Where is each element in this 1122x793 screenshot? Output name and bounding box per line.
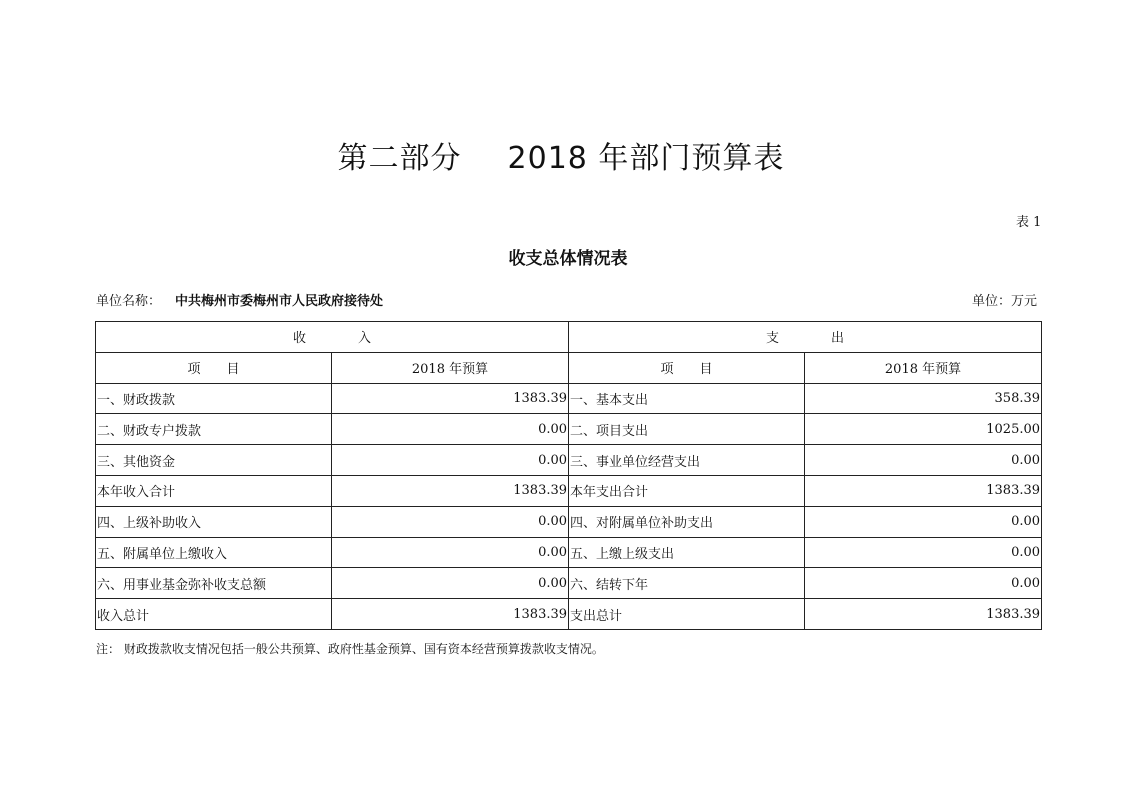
unit-name-value: 中共梅州市委梅州市人民政府接待处 bbox=[175, 294, 384, 309]
table-number: 表 1 bbox=[1016, 215, 1042, 230]
income-value-cell: 1383.39 bbox=[332, 475, 569, 506]
table-row bbox=[96, 475, 1042, 506]
table-row bbox=[96, 568, 1042, 599]
table-row bbox=[96, 445, 1042, 476]
income-value-cell: 0.00 bbox=[332, 537, 569, 568]
unit-name-line bbox=[96, 290, 383, 309]
page-title-part: 第二部分 bbox=[337, 141, 462, 176]
expense-item-cell: 四、对附属单位补助支出 bbox=[569, 506, 805, 537]
income-item-cell: 一、财政拨款 bbox=[96, 383, 332, 414]
income-header: 收 入 bbox=[96, 322, 569, 353]
expense-value-cell: 1383.39 bbox=[805, 475, 1042, 506]
table-title: 收支总体情况表 bbox=[508, 249, 628, 269]
income-value-cell: 0.00 bbox=[332, 506, 569, 537]
income-value-cell: 1383.39 bbox=[332, 599, 569, 630]
income-value-cell: 0.00 bbox=[332, 568, 569, 599]
table-row bbox=[96, 414, 1042, 445]
expense-item-cell: 本年支出合计 bbox=[569, 475, 805, 506]
income-value-cell: 0.00 bbox=[332, 414, 569, 445]
table-column-header-row bbox=[96, 352, 1042, 383]
expense-value-cell: 1383.39 bbox=[805, 599, 1042, 630]
expense-header: 支 出 bbox=[569, 322, 1042, 353]
table-row bbox=[96, 599, 1042, 630]
income-item-cell: 本年收入合计 bbox=[96, 475, 332, 506]
expense-value-cell: 0.00 bbox=[805, 537, 1042, 568]
unit-name-label: 单位名称： bbox=[96, 294, 162, 309]
income-item-cell: 五、附属单位上缴收入 bbox=[96, 537, 332, 568]
expense-item-cell: 六、结转下年 bbox=[569, 568, 805, 599]
expense-value-cell: 0.00 bbox=[805, 568, 1042, 599]
income-item-cell: 六、用事业基金弥补收支总额 bbox=[96, 568, 332, 599]
table-row bbox=[96, 383, 1042, 414]
expense-value-cell: 358.39 bbox=[805, 383, 1042, 414]
income-item-header: 项 目 bbox=[96, 352, 332, 383]
expense-item-cell: 一、基本支出 bbox=[569, 383, 805, 414]
expense-value-cell: 0.00 bbox=[805, 506, 1042, 537]
expense-value-cell: 1025.00 bbox=[805, 414, 1042, 445]
table-row bbox=[96, 537, 1042, 568]
income-budget-header: 2018 年预算 bbox=[332, 352, 569, 383]
budget-table bbox=[95, 321, 1042, 630]
income-item-cell: 三、其他资金 bbox=[96, 445, 332, 476]
expense-value-cell: 0.00 bbox=[805, 445, 1042, 476]
income-item-cell: 收入总计 bbox=[96, 599, 332, 630]
income-value-cell: 0.00 bbox=[332, 445, 569, 476]
expense-item-header: 项 目 bbox=[569, 352, 805, 383]
page-title-rest: 2018 年部门预算表 bbox=[507, 141, 785, 176]
table-group-header-row bbox=[96, 322, 1042, 353]
unit-label: 单位：万元 bbox=[972, 294, 1038, 309]
page-title bbox=[0, 133, 1122, 177]
expense-item-cell: 三、事业单位经营支出 bbox=[569, 445, 805, 476]
footnote: 注： 财政拨款收支情况包括一般公共预算、政府性基金预算、国有资本经营预算拨款收支情况。 bbox=[96, 642, 604, 656]
income-item-cell: 二、财政专户拨款 bbox=[96, 414, 332, 445]
table-body bbox=[96, 383, 1042, 629]
expense-item-cell: 二、项目支出 bbox=[569, 414, 805, 445]
expense-item-cell: 五、上缴上级支出 bbox=[569, 537, 805, 568]
expense-item-cell: 支出总计 bbox=[569, 599, 805, 630]
income-value-cell: 1383.39 bbox=[332, 383, 569, 414]
income-item-cell: 四、上级补助收入 bbox=[96, 506, 332, 537]
expense-budget-header: 2018 年预算 bbox=[805, 352, 1042, 383]
table-row bbox=[96, 506, 1042, 537]
